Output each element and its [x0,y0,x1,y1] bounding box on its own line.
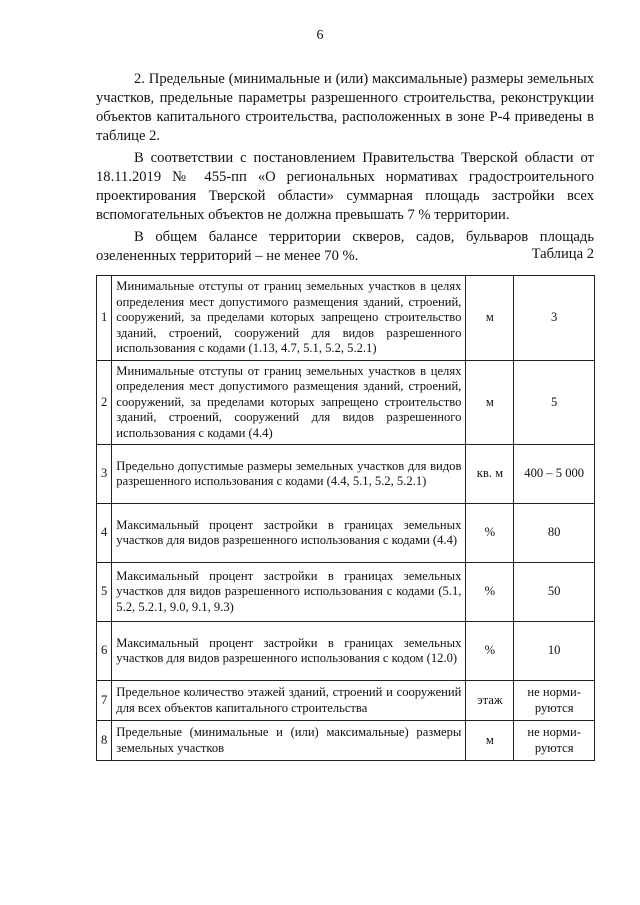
page-number: 6 [316,28,324,43]
table-row [97,276,595,361]
row-unit: % [466,563,514,622]
row-unit: этаж [466,681,514,721]
table-row [97,563,595,622]
row-description: Максимальный процент застройки в границах земельных участков для видов разрешенного использования с кодами (4.4) [112,504,466,563]
row-number: 4 [97,504,112,563]
row-description: Минимальные отступы от границ земельных участков в целях определения мест допустимого размещения зданий, строений, сооружений, за пределами которых запрещено строительство зданий, строений, сооружений для видов разрешенного использования с кодами (1.13, 4.7, 5.1, 5.2, 5.2.1) [112,276,466,361]
table-row [97,681,595,721]
row-description: Предельно допустимые размеры земельных участков для видов разрешенного использования с кодами (4.4, 5.1, 5.2, 5.2.1) [112,445,466,504]
row-unit: м [466,721,514,761]
row-number: 1 [97,276,112,361]
table-row [97,622,595,681]
row-unit: кв. м [466,445,514,504]
row-description: Предельные (минимальные и (или) максимальные) размеры земельных участков [112,721,466,761]
parameters-table [96,275,595,761]
paragraph: В общем балансе территории скверов, садов, бульваров площадь озелененных территорий – не менее 70 %. [96,229,594,264]
row-value: не норми-руются [514,721,595,761]
row-value: 50 [514,563,595,622]
row-value: 400 – 5 000 [514,445,595,504]
row-unit: % [466,622,514,681]
body-text [96,70,594,269]
row-unit: м [466,276,514,361]
row-number: 2 [97,360,112,445]
row-description: Максимальный процент застройки в границах земельных участков для видов разрешенного использования с кодом (12.0) [112,622,466,681]
row-description: Предельное количество этажей зданий, строений и сооружений для всех объектов капитального строительства [112,681,466,721]
row-description: Максимальный процент застройки в границах земельных участков для видов разрешенного использования с кодами (5.1, 5.2, 5.2.1, 9.0, 9.1, 9.3) [112,563,466,622]
row-number: 5 [97,563,112,622]
row-number: 3 [97,445,112,504]
row-value: 10 [514,622,595,681]
table-row [97,721,595,761]
paragraph: 2. Предельные (минимальные и (или) максимальные) размеры земельных участков, предельные параметры разрешенного строительства, реконструкции объектов капитального строительства, расположенных в зоне Р-4 приведены в таблице 2. [96,71,594,144]
table-row [97,360,595,445]
row-value: 80 [514,504,595,563]
paragraph: В соответствии с постановлением Правительства Тверской области от 18.11.2019 № 455-пп «О региональных нормативах градостроительного проектирования Тверской области» суммарная площадь застройки всех вспомогательных объектов не должна превышать 7 % территории. [96,150,594,223]
row-value: не норми-руются [514,681,595,721]
row-unit: % [466,504,514,563]
table-row [97,504,595,563]
row-number: 6 [97,622,112,681]
row-number: 7 [97,681,112,721]
table-row [97,445,595,504]
row-unit: м [466,360,514,445]
row-value: 5 [514,360,595,445]
row-value: 3 [514,276,595,361]
row-description: Минимальные отступы от границ земельных участков в целях определения мест допустимого размещения зданий, строений, сооружений, за пределами которых запрещено строительство зданий, строений, сооружений для видов разрешенного использования с кодами (4.4) [112,360,466,445]
table-caption: Таблица 2 [531,246,594,262]
row-number: 8 [97,721,112,761]
